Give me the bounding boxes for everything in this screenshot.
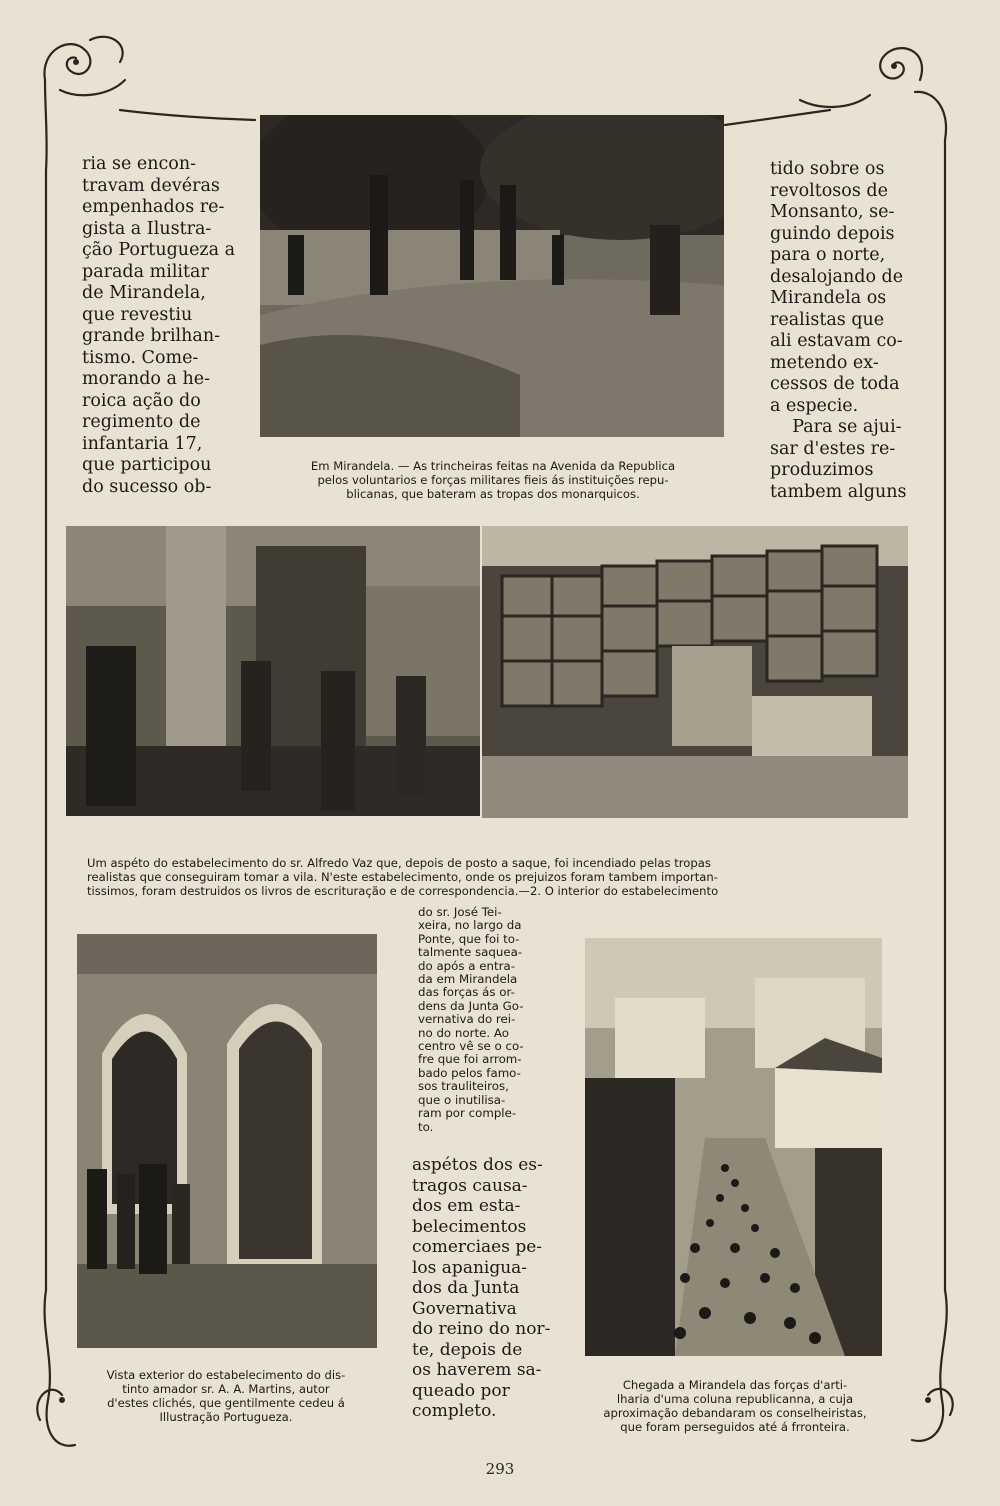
top-photo-caption: Em Mirandela. — As trincheiras feitas na Avenida da Republica pelos voluntarios e forças militares fieis ás instituições repu- blicanas, que bateram as tropas dos monarquicos. <box>310 459 676 501</box>
facade-photo-caption: Vista exterior do estabelecimento do dis- tinto amador sr. A. A. Martins, autor d'estes clichés, que gentilmente cedeu á Illustração Portugueza. <box>106 1368 346 1424</box>
artillery-photo-caption: Chegada a Mirandela das forças d'arti- lharia d'uma coluna republicanna, a cuja aproximação debandaram os conselheiristas, que foram perseguidos até á frronteira. <box>603 1378 867 1434</box>
shop-facade-doors-photo <box>77 934 377 1348</box>
right-column-text: tido sobre os revoltosos de Monsanto, se- guindo depois para o norte, desalojando de Mirandela os realistas que ali estavam co- metendo ex- cessos de toda a especie. Para se ajui- sar d'estes re- produzimos tambem alguns <box>770 159 907 502</box>
artillery-column-arrival-photo <box>585 938 882 1356</box>
middle-photos-caption: Um aspéto do estabelecimento do sr. Alfredo Vaz que, depois de posto a saque, foi incendiado pelas tropas realistas que conseguiram tomar a vila. N'este estabelecimento, onde os prejuizos foram tambem importan- tissimos, foram destruidos os livros de escrituração e de correspondencia.—2. O interior do estabelecimento <box>87 856 719 898</box>
interior-photo-caption-continued: do sr. José Tei- xeira, no largo da Ponte, que foi to- talmente saquea- do após a entra- da em Mirandela das forças ás or- dens da Junta Go- vernativa do rei- no do norte. Ao centro vê se o co- fre que foi arrom- bado pelos famo- sos trauliteiros, que o inutilisa- ram por comple- to. <box>418 905 524 1134</box>
center-column-text: aspétos dos es- tragos causa- dos em esta- belecimentos comerciaes pe- los apanigua- dos da Junta Governativa do reino do nor- te, depois de os haverem sa- queado por completo. <box>412 1155 551 1421</box>
page-number: 293 <box>485 1460 515 1478</box>
left-column-text: ria se encon- travam devéras empenhados re- gista a Ilustra- ção Portugueza a parada militar de Mirandela, que revestiu grande brilhan- tismo. Come- morando a he- roica ação do regimento de infantaria 17, que participou do sucesso ob- <box>82 154 236 497</box>
ruined-shop-exterior-photo <box>66 526 480 816</box>
shop-interior-shelves-photo <box>482 526 908 818</box>
trenches-avenue-photo <box>260 115 724 437</box>
